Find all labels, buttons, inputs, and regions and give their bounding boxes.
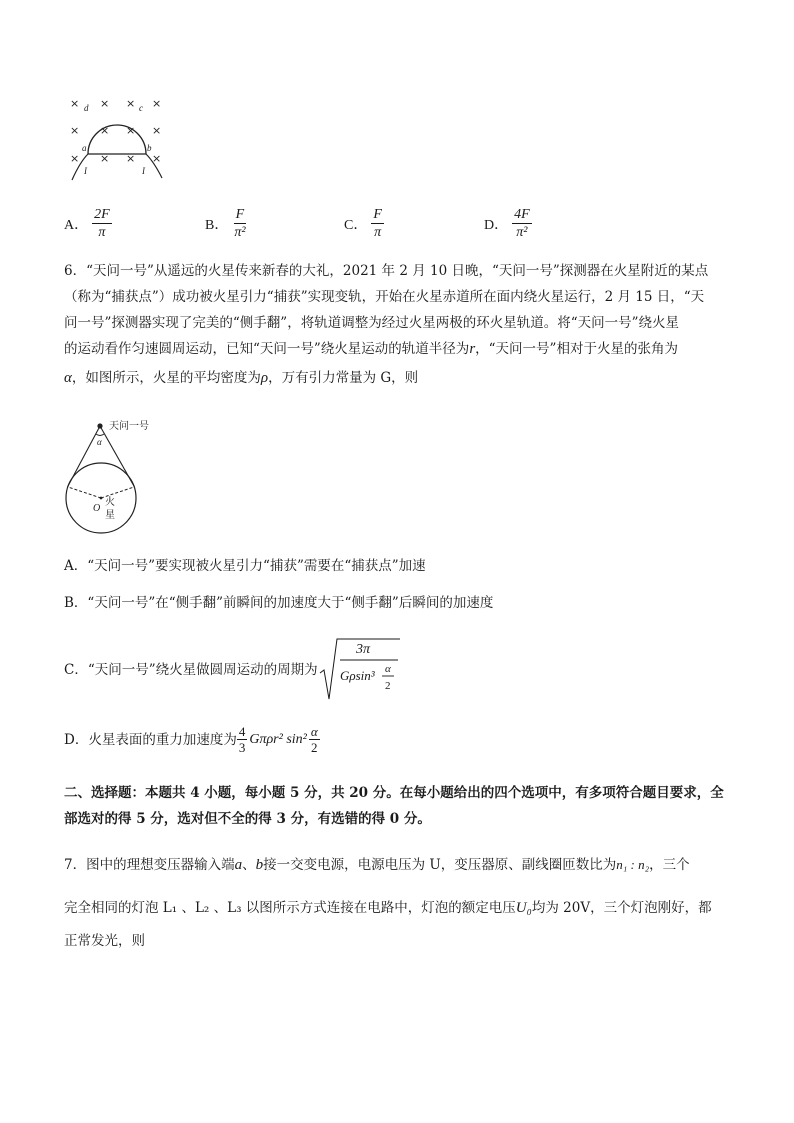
field-cross: × bbox=[152, 124, 162, 137]
fraction-alpha-2: $\frac{\alpha}{2}$ bbox=[310, 724, 318, 755]
angle-alpha-label: α bbox=[97, 437, 102, 447]
field-cross: × bbox=[70, 97, 80, 110]
center-o-label: O bbox=[93, 503, 101, 514]
label-a: a bbox=[82, 143, 87, 153]
option-fraction: $\frac{4F}{\text{π²}}$ bbox=[514, 207, 530, 240]
option-label: B． bbox=[205, 217, 229, 233]
symbol-rho: ρ bbox=[260, 370, 269, 386]
field-cross: × bbox=[126, 152, 136, 165]
option-fraction: $\frac{F}{\text{π²}}$ bbox=[234, 207, 246, 240]
q6-line-2: （称为“捕获点”）成功被火星引力“捕获”实现变轨，开始在火星赤道所在面内绕火星运行，2 月 15 日，“天 bbox=[64, 289, 705, 305]
angle-arc bbox=[96, 434, 104, 436]
q5-option-b bbox=[205, 206, 248, 241]
field-cross: × bbox=[100, 152, 110, 165]
section2-line-1: 二、选择题：本题共 4 小题，每小题 5 分，共 20 分。在每小题给出的四个选项中，有多项符合题目要求，全 bbox=[64, 785, 724, 801]
q6-line-5: α，如图所示，火星的平均密度为ρ，万有引力常量为 G，则 bbox=[64, 370, 419, 386]
svg-text:Gρsin³: Gρsin³ bbox=[339, 668, 375, 683]
q6-line-4: 的运动看作匀速圆周运动，已知“天问一号”绕火星运动的轨道半径为r，“天问一号”相对于火星的张角为 bbox=[64, 341, 678, 357]
field-cross: × bbox=[100, 97, 110, 110]
mars-label-2: 星 bbox=[105, 510, 115, 521]
field-cross: × bbox=[100, 124, 110, 137]
field-cross: × bbox=[126, 97, 136, 110]
option-label: D． bbox=[484, 217, 509, 233]
q6-option-b: B．“天问一号”在“侧手翻”前瞬间的加速度大于“侧手翻”后瞬间的加速度 bbox=[64, 595, 494, 611]
tangent-left bbox=[68, 426, 101, 487]
option-fraction: $\frac{F}{\pi}$ bbox=[373, 207, 382, 240]
label-d: d bbox=[84, 103, 89, 113]
field-cross: × bbox=[126, 124, 136, 137]
option-label: C． bbox=[344, 217, 368, 233]
q6-line-1: 6．“天问一号”从遥远的火星传来新春的大礼，2021 年 2 月 10 日晚，“天问一号”探测器在火星附近的某点 bbox=[64, 263, 709, 279]
probe-label: 天问一号 bbox=[109, 421, 149, 432]
q5-option-c bbox=[344, 206, 384, 241]
label-current-left: I bbox=[84, 166, 87, 176]
gravity-expression: Gπρr² sin² bbox=[249, 731, 307, 747]
field-cross: × bbox=[152, 152, 162, 165]
q6-line-3: 问一号”探测器实现了完美的“侧手翻”，将轨道调整为经过火星两极的环火星轨道。将“天问一号”绕火星 bbox=[64, 315, 680, 331]
q6-option-d: D．火星表面的重力加速度为 $\frac{4}{3}$ Gπρr² sin² $\frac{\alpha}{2}$ bbox=[64, 724, 318, 755]
q5-option-a bbox=[64, 206, 112, 241]
magnetic-field-figure bbox=[64, 92, 174, 182]
q7-line-2: 完全相同的灯泡 L₁ 、L₂ 、L₃ 以图所示方式连接在电路中，灯泡的额定电压U₀均为 20V，三个灯泡刚好，都 bbox=[64, 900, 712, 916]
option-label: A． bbox=[64, 217, 89, 233]
svg-text:2: 2 bbox=[384, 680, 391, 692]
symbol-r: r bbox=[469, 341, 476, 357]
probe-dot bbox=[97, 423, 102, 428]
q5-option-d bbox=[484, 206, 532, 241]
option-fraction: $\frac{2F}{\pi}$ bbox=[94, 207, 110, 240]
tangent-right bbox=[100, 426, 135, 487]
field-cross: × bbox=[70, 124, 80, 137]
center-dot bbox=[100, 497, 103, 500]
q6-option-a: A．“天问一号”要实现被火星引力“捕获”需要在“捕获点”加速 bbox=[64, 558, 426, 574]
radius-left bbox=[68, 487, 101, 498]
label-b: b bbox=[147, 143, 152, 153]
field-cross: × bbox=[152, 97, 162, 110]
field-cross: × bbox=[70, 152, 80, 165]
svg-text:α: α bbox=[384, 663, 391, 675]
label-current-right: I bbox=[142, 166, 145, 176]
semicircle-wire bbox=[88, 125, 146, 154]
q7-line-1: 7．图中的理想变压器输入端a、b接一交变电源，电源电压为 U，变压器原、副线圈匝数比为n₁ : n₂，三个 bbox=[64, 857, 690, 873]
symbol-alpha: α bbox=[64, 370, 72, 386]
q6-option-c: C．“天问一号”绕火星做圆周运动的周期为 3π Gρsin³ α 2 bbox=[64, 637, 402, 703]
label-c: c bbox=[139, 103, 143, 113]
mars-label-1: 火 bbox=[105, 497, 115, 508]
fraction-4-3: $\frac{4}{3}$ bbox=[238, 724, 246, 755]
svg-text:3π: 3π bbox=[355, 642, 370, 657]
q7-line-3: 正常发光，则 bbox=[64, 933, 145, 949]
sqrt-expression bbox=[318, 637, 402, 703]
mars-probe-figure bbox=[60, 414, 170, 542]
section2-line-2: 部选对的得 5 分，选对但不全的得 3 分，有选错的得 0 分。 bbox=[64, 811, 431, 827]
